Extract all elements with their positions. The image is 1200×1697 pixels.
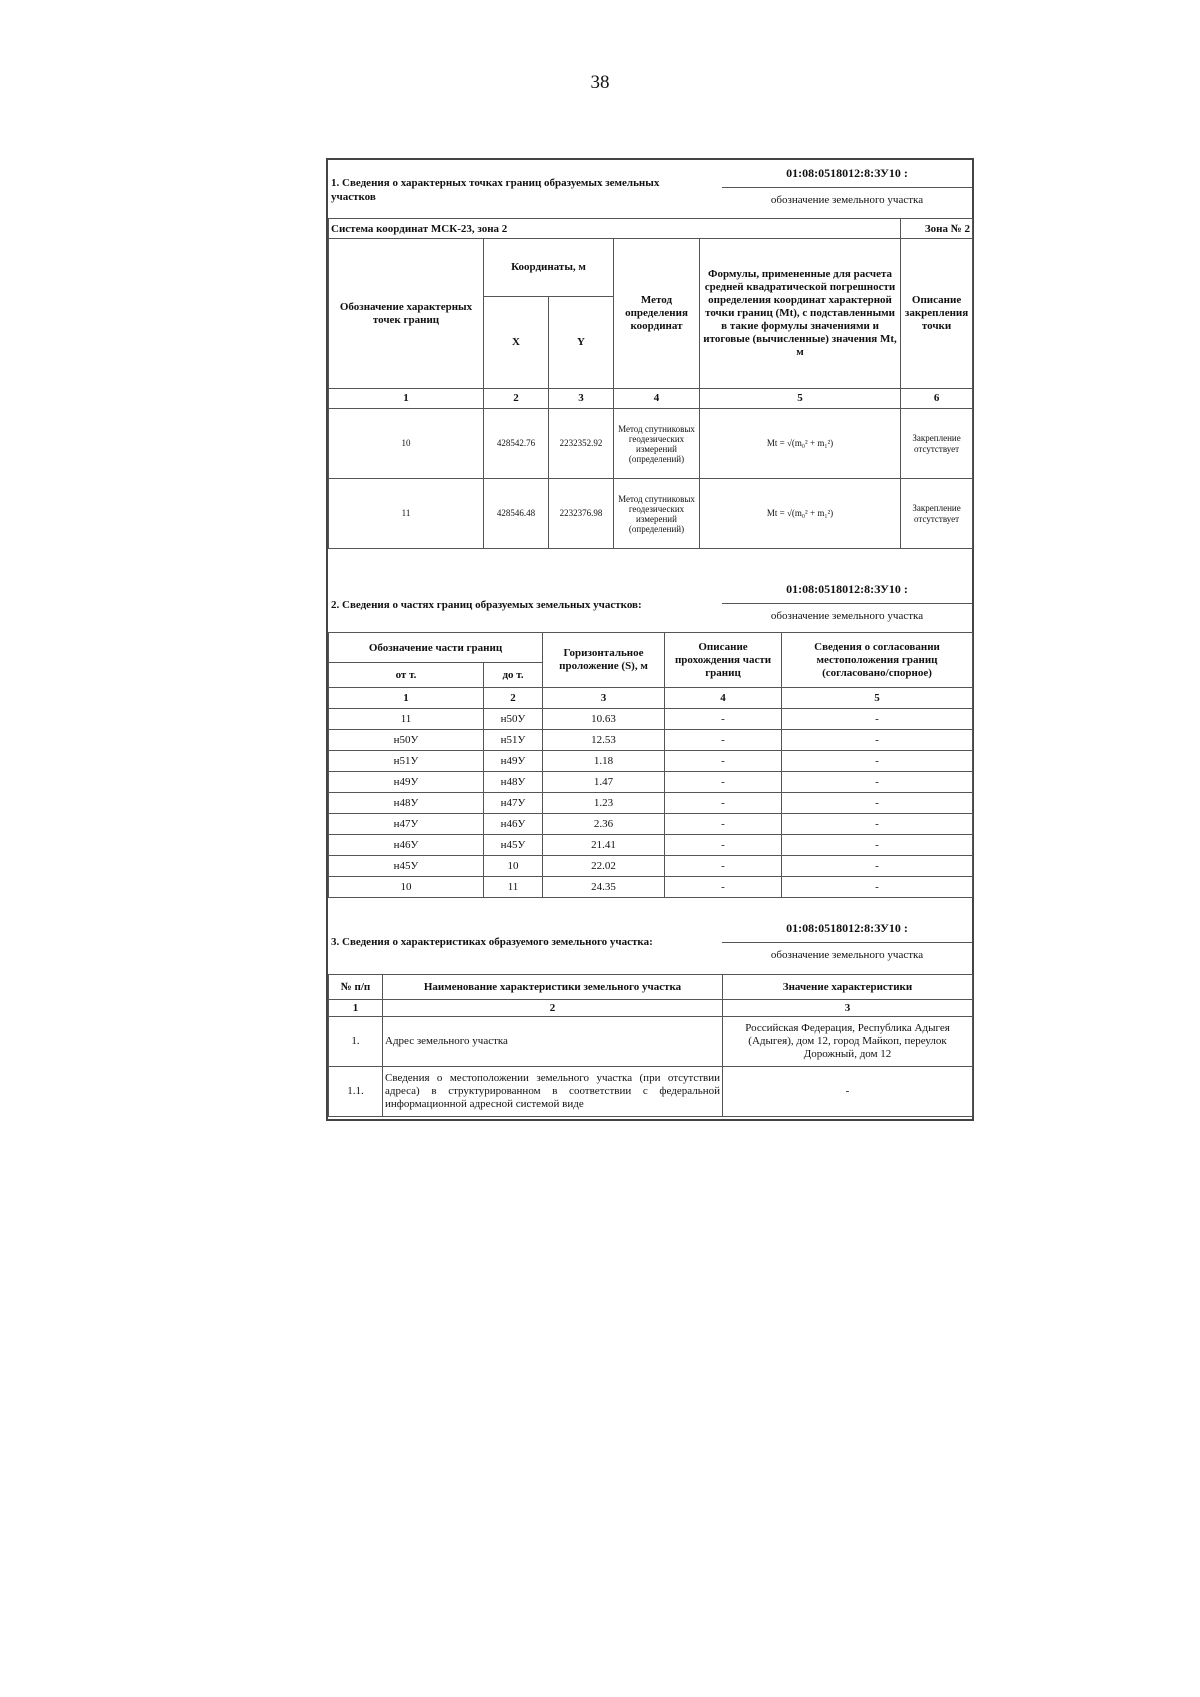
from-point: н47У (329, 814, 484, 835)
section3-title: 3. Сведения о характеристиках образуемого земельного участка: (331, 936, 653, 948)
table-row (329, 793, 973, 814)
section1-title: 1. Сведения о характерных точках границ образуемых земельных участков (331, 177, 660, 203)
table-row (329, 751, 973, 772)
table-row (329, 877, 973, 898)
col-number: 3 (723, 1000, 973, 1017)
characteristic-value: - (723, 1067, 973, 1117)
passage: - (665, 877, 782, 898)
coord-system-row (329, 219, 973, 239)
x-coordinate: 428542.76 (484, 409, 549, 479)
agreement: - (782, 793, 973, 814)
agreement: - (782, 877, 973, 898)
boundary-points-table (328, 218, 973, 549)
passage: - (665, 835, 782, 856)
header-row-1 (329, 633, 973, 663)
col-number: 1 (329, 389, 484, 409)
length: 2.36 (543, 814, 665, 835)
table-row (329, 479, 973, 549)
length: 24.35 (543, 877, 665, 898)
col-number: 3 (543, 688, 665, 709)
passage-header: Описание прохождения части границ (665, 633, 782, 688)
formula: Mt = √(m₀² + m₁²) (700, 479, 901, 549)
col-number: 2 (484, 688, 543, 709)
column-numbers-row (329, 1000, 973, 1017)
length: 10.63 (543, 709, 665, 730)
from-point: н49У (329, 772, 484, 793)
length: 1.18 (543, 751, 665, 772)
header-row-1 (329, 239, 973, 297)
col-number: 5 (782, 688, 973, 709)
passage: - (665, 751, 782, 772)
from-point: 11 (329, 709, 484, 730)
section1-table-wrap (328, 218, 972, 549)
table-row (329, 856, 973, 877)
y-coordinate: 2232352.92 (549, 409, 614, 479)
agreement: - (782, 709, 973, 730)
passage: - (665, 814, 782, 835)
passage: - (665, 730, 782, 751)
to-header: до т. (484, 663, 543, 688)
from-point: н45У (329, 856, 484, 877)
table-row (329, 409, 973, 479)
formula: Mt = √(m₀² + m₁²) (700, 409, 901, 479)
col-number: 4 (665, 688, 782, 709)
from-header: от т. (329, 663, 484, 688)
fixing-description: Закрепление отсутствует (901, 409, 973, 479)
col-number: 6 (901, 389, 973, 409)
fixing-description: Закрепление отсутствует (901, 479, 973, 549)
to-point: н50У (484, 709, 543, 730)
table-row (329, 1017, 973, 1067)
from-point: н46У (329, 835, 484, 856)
section1-code-caption: обозначение земельного участка (770, 194, 924, 206)
col-number: 5 (700, 389, 901, 409)
agreement-header: Сведения о согласовании местоположения границ (согласовано/спорное) (782, 633, 973, 688)
table-row (329, 814, 973, 835)
table-row (329, 835, 973, 856)
from-point: н50У (329, 730, 484, 751)
col-number: 2 (484, 389, 549, 409)
value-header: Значение характеристики (723, 975, 973, 1000)
description-header: Описание закрепления точки (901, 239, 973, 389)
section3-table-wrap (328, 974, 972, 1117)
length-header: Горизонтальное проложение (S), м (543, 633, 665, 688)
to-point: 10 (484, 856, 543, 877)
name-header: Наименование характеристики земельного участка (383, 975, 723, 1000)
from-point: н48У (329, 793, 484, 814)
point-header: Обозначение характерных точек границ (329, 239, 484, 389)
to-point: н48У (484, 772, 543, 793)
y-coordinate: 2232376.98 (549, 479, 614, 549)
length: 1.23 (543, 793, 665, 814)
section2-plot-code: 01:08:0518012:8:ЗУ10 : (722, 576, 972, 604)
agreement: - (782, 730, 973, 751)
length: 12.53 (543, 730, 665, 751)
table-row (329, 709, 973, 730)
to-point: н45У (484, 835, 543, 856)
col-number: 1 (329, 688, 484, 709)
formula-header: Формулы, примененные для расчета средней квадратической погрешности определения координат характерной точки границ (Mt), с подставленными в такие формулы значениями и итоговые (вычисленные) значения Mt, м (700, 239, 901, 389)
to-point: н51У (484, 730, 543, 751)
row-number: 1.1. (329, 1067, 383, 1117)
plot-characteristics-table (328, 974, 973, 1117)
coord-system: Система координат МСК-23, зона 2 (329, 219, 901, 239)
method: Метод спутниковых геодезических измерений (определений) (614, 409, 700, 479)
section3-code-caption: обозначение земельного участка (770, 949, 924, 961)
col-number: 1 (329, 1000, 383, 1017)
characteristic-value: Российская Федерация, Республика Адыгея (Адыгея), дом 12, город Майкоп, переулок Дорожный, дом 12 (723, 1017, 973, 1067)
column-numbers-row (329, 389, 973, 409)
header-row (329, 975, 973, 1000)
method: Метод спутниковых геодезических измерений (определений) (614, 479, 700, 549)
section2-title: 2. Сведения о частях границ образуемых земельных участков: (331, 599, 642, 611)
agreement: - (782, 751, 973, 772)
num-header: № п/п (329, 975, 383, 1000)
column-numbers-row (329, 688, 973, 709)
section3-header (328, 915, 972, 974)
characteristic-name: Сведения о местоположении земельного участка (при отсутствии адреса) в структурированном в соответствии с федеральной информационной адресной системой виде (383, 1067, 723, 1117)
section2-header (328, 570, 972, 632)
col-number: 2 (383, 1000, 723, 1017)
table-row (329, 1067, 973, 1117)
passage: - (665, 856, 782, 877)
agreement: - (782, 772, 973, 793)
section2-code-caption: обозначение земельного участка (770, 610, 924, 622)
to-point: н49У (484, 751, 543, 772)
row-number: 1. (329, 1017, 383, 1067)
col-number: 3 (549, 389, 614, 409)
passage: - (665, 772, 782, 793)
to-point: 11 (484, 877, 543, 898)
length: 1.47 (543, 772, 665, 793)
method-header: Метод определения координат (614, 239, 700, 389)
point-id: 11 (329, 479, 484, 549)
section2-table-wrap (328, 632, 972, 898)
passage: - (665, 793, 782, 814)
page-number: 38 (590, 72, 610, 93)
length: 21.41 (543, 835, 665, 856)
agreement: - (782, 856, 973, 877)
to-point: н47У (484, 793, 543, 814)
passage: - (665, 709, 782, 730)
characteristic-name: Адрес земельного участка (383, 1017, 723, 1067)
table-row (329, 772, 973, 793)
col-number: 4 (614, 389, 700, 409)
table-row (329, 730, 973, 751)
part-header: Обозначение части границ (329, 633, 543, 663)
x-coordinate: 428546.48 (484, 479, 549, 549)
point-id: 10 (329, 409, 484, 479)
agreement: - (782, 814, 973, 835)
document-form (326, 158, 974, 1121)
x-header: X (484, 297, 549, 389)
section1-header (328, 160, 972, 215)
to-point: н46У (484, 814, 543, 835)
agreement: - (782, 835, 973, 856)
boundary-parts-table (328, 632, 973, 898)
section1-plot-code: 01:08:0518012:8:ЗУ10 : (722, 160, 972, 188)
y-header: Y (549, 297, 614, 389)
coords-header: Координаты, м (484, 239, 614, 297)
from-point: н51У (329, 751, 484, 772)
from-point: 10 (329, 877, 484, 898)
section3-plot-code: 01:08:0518012:8:ЗУ10 : (722, 915, 972, 943)
zone-label: Зона № 2 (901, 219, 973, 239)
length: 22.02 (543, 856, 665, 877)
